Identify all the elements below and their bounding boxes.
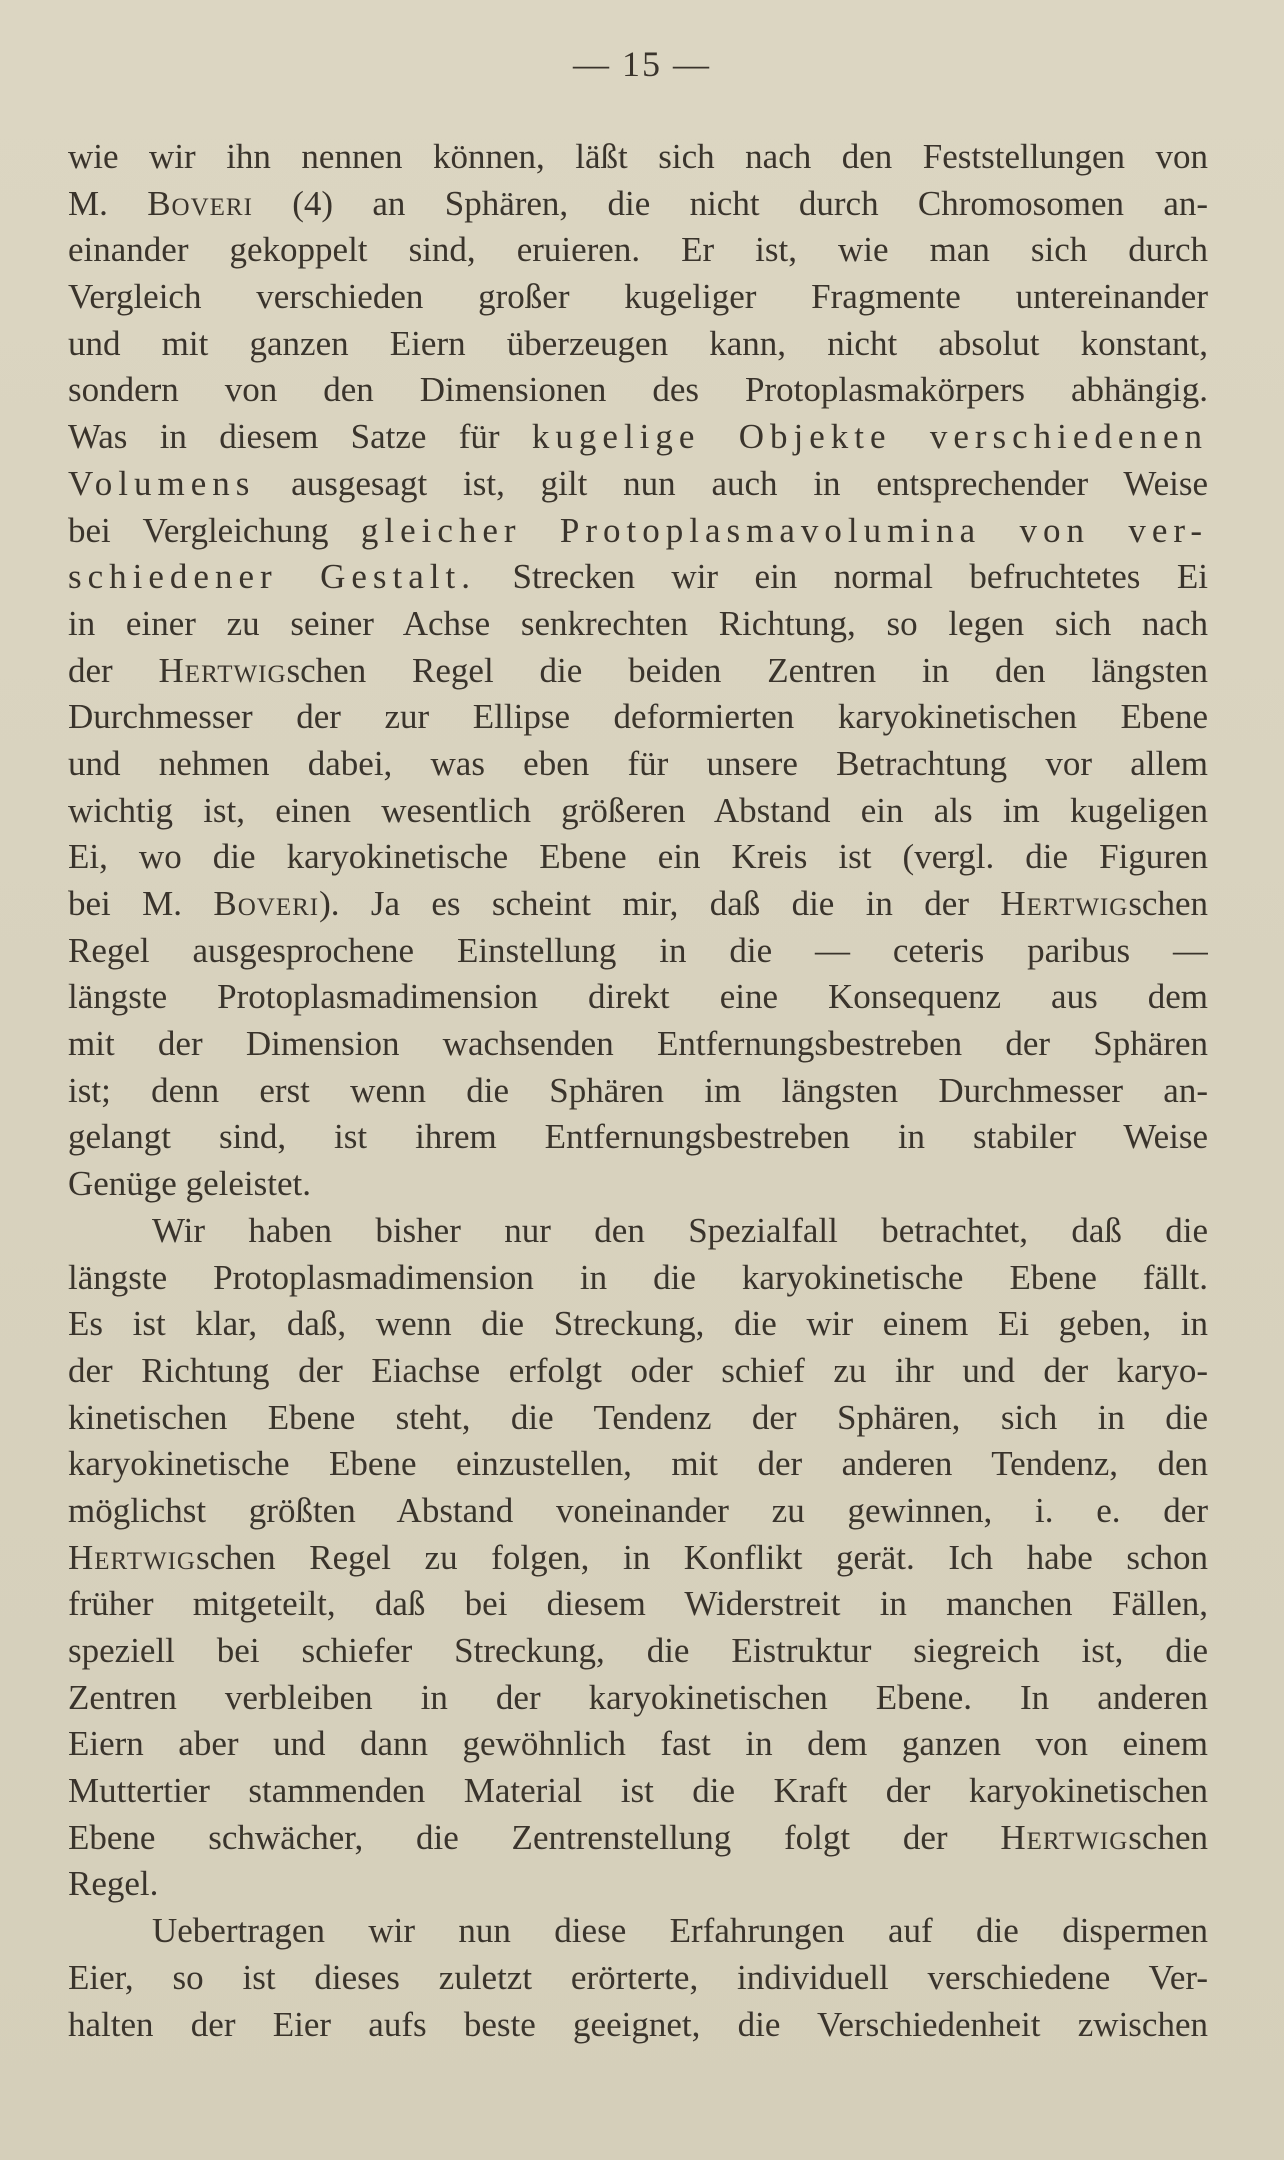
text-line	[68, 134, 1208, 181]
text-segment: in einer zu seiner Achse senkrechten Richtung, so legen sich nach	[68, 603, 1208, 643]
text-segment: ist; denn erst wenn die Sphären im längsten Durchmesser an-	[68, 1070, 1208, 1110]
text-line	[68, 1535, 1208, 1582]
text-line	[68, 974, 1208, 1021]
text-line	[68, 694, 1208, 741]
text-segment: möglichst größten Abstand voneinander zu gewinnen, i. e. der	[68, 1490, 1208, 1530]
spaced-emphasis: kugelige Objekte verschiedenen	[531, 417, 1208, 457]
text-line	[68, 367, 1208, 414]
small-caps-name: Hertwig	[158, 650, 287, 690]
text-line	[68, 1021, 1208, 1068]
text-segment: Eiern aber und dann gewöhnlich fast in dem ganzen von einem	[68, 1724, 1208, 1764]
text-segment: der	[68, 650, 159, 690]
text-segment: Eier, so ist dieses zuletzt erörterte, individuell verschiedene Ver-	[68, 1957, 1208, 1997]
spaced-emphasis: Volumens	[68, 463, 256, 503]
text-line	[68, 274, 1208, 321]
text-line	[68, 1908, 1208, 1955]
text-line	[68, 1581, 1208, 1628]
text-line	[68, 1721, 1208, 1768]
text-line	[68, 1255, 1208, 1302]
text-segment: Wir haben bisher nur den Spezialfall betrachtet, daß die	[152, 1210, 1208, 1250]
text-segment: Durchmesser der zur Ellipse deformierten karyokinetischen Ebene	[68, 697, 1208, 737]
text-segment: einander gekoppelt sind, eruieren. Er ist, wie man sich durch	[68, 230, 1208, 270]
small-caps-name: Hertwig	[68, 1537, 196, 1577]
text-line	[68, 1301, 1208, 1348]
text-segment: ). Ja es scheint mir, daß die in der	[319, 884, 1001, 923]
text-line	[68, 1861, 1208, 1908]
text-line	[68, 1395, 1208, 1442]
text-line	[68, 1628, 1208, 1675]
text-segment: (4) an Sphären, die nicht durch Chromosomen an-	[252, 183, 1208, 223]
text-line	[68, 1441, 1208, 1488]
body-text	[68, 134, 1208, 2048]
text-line	[68, 1955, 1208, 2002]
text-segment: früher mitgeteilt, daß bei diesem Widerstreit in manchen Fällen,	[68, 1584, 1208, 1624]
text-line	[68, 1675, 1208, 1722]
text-line	[68, 788, 1208, 835]
text-segment: Ebene schwächer, die Zentrenstellung folgt der	[68, 1817, 1001, 1857]
text-segment: gelangt sind, ist ihrem Entfernungsbestreben in stabiler Weise	[68, 1117, 1208, 1157]
text-segment: schen Regel die beiden Zentren in den längsten	[286, 650, 1208, 690]
text-line	[68, 648, 1208, 695]
text-line	[68, 1815, 1208, 1862]
text-segment: bei Vergleichung	[68, 510, 361, 550]
text-segment: schen	[1128, 884, 1208, 923]
text-line	[68, 1161, 1208, 1208]
text-line	[68, 461, 1208, 508]
text-line	[68, 834, 1208, 881]
text-segment: Uebertragen wir nun diese Erfahrungen auf die dispermen	[152, 1911, 1208, 1951]
text-segment: halten der Eier aufs beste geeignet, die Verschiedenheit zwischen	[68, 2004, 1208, 2044]
text-line	[68, 227, 1208, 274]
text-line	[68, 321, 1208, 368]
text-segment: längste Protoplasmadimension in die karyokinetische Ebene fällt.	[68, 1257, 1208, 1297]
text-segment: Es ist klar, daß, wenn die Streckung, die wir einem Ei geben, in	[68, 1304, 1208, 1344]
text-segment: schen Regel zu folgen, in Konflikt gerät. Ich habe schon	[195, 1537, 1208, 1577]
text-line	[68, 181, 1208, 228]
text-segment: und mit ganzen Eiern überzeugen kann, nicht absolut konstant,	[68, 323, 1208, 363]
text-segment: mit der Dimension wachsenden Entfernungsbestreben der Sphären	[68, 1024, 1208, 1064]
text-segment: der Richtung der Eiachse erfolgt oder schief zu ihr und der karyo-	[68, 1350, 1208, 1390]
text-segment: bei M.	[68, 884, 214, 923]
text-segment: kinetischen Ebene steht, die Tendenz der Sphären, sich in die	[68, 1397, 1208, 1437]
text-segment: M.	[68, 183, 148, 223]
text-segment: sondern von den Dimensionen des Protoplasmakörpers abhängig.	[68, 370, 1208, 410]
text-line	[68, 2002, 1208, 2049]
small-caps-name: Boveri	[213, 884, 320, 923]
text-segment: längste Protoplasmadimension direkt eine Konsequenz aus dem	[68, 977, 1208, 1017]
text-line	[68, 1068, 1208, 1115]
text-segment: Ei, wo die karyokinetische Ebene ein Kreis ist (vergl. die Figuren	[68, 837, 1208, 877]
text-line	[68, 928, 1208, 975]
text-segment: und nehmen dabei, was eben für unsere Betrachtung vor allem	[68, 743, 1208, 783]
text-line	[68, 554, 1208, 601]
text-line	[68, 1208, 1208, 1255]
text-segment: karyokinetische Ebene einzustellen, mit der anderen Tendenz, den	[68, 1444, 1208, 1484]
text-line	[68, 1348, 1208, 1395]
small-caps-name: Hertwig	[1000, 884, 1129, 923]
text-segment: ausgesagt ist, gilt nun auch in entsprechender Weise	[255, 463, 1208, 503]
text-line	[68, 414, 1208, 461]
small-caps-name: Hertwig	[1000, 1817, 1129, 1857]
text-line	[68, 881, 1208, 928]
text-segment: Regel ausgesprochene Einstellung in die — ceteris paribus —	[68, 930, 1208, 970]
spaced-emphasis: schiedener Gestalt.	[68, 557, 477, 597]
text-line	[68, 1114, 1208, 1161]
text-line	[68, 1488, 1208, 1535]
text-segment: speziell bei schiefer Streckung, die Eistruktur siegreich ist, die	[68, 1631, 1208, 1670]
text-segment: Muttertier stammenden Material ist die Kraft der karyokinetischen	[68, 1771, 1208, 1811]
text-line	[68, 508, 1208, 555]
text-segment: Was in diesem Satze für	[68, 417, 532, 457]
text-segment: Vergleich verschieden großer kugeliger Fragmente untereinander	[68, 277, 1208, 317]
small-caps-name: Boveri	[147, 183, 253, 223]
text-segment: schen	[1128, 1817, 1208, 1857]
page-number: — 15 —	[573, 44, 711, 84]
text-segment: wichtig ist, einen wesentlich größeren Abstand ein als im kugeligen	[68, 790, 1208, 830]
text-segment: Zentren verbleiben in der karyokinetischen Ebene. In anderen	[68, 1677, 1208, 1717]
text-line	[68, 1768, 1208, 1815]
text-line	[68, 601, 1208, 648]
text-segment: Genüge geleistet.	[68, 1164, 311, 1204]
text-segment: Strecken wir ein normal befruchtetes Ei	[476, 557, 1208, 597]
text-line	[68, 741, 1208, 788]
text-segment: Regel.	[68, 1864, 159, 1904]
text-segment: wie wir ihn nennen können, läßt sich nach den Feststellungen von	[68, 137, 1208, 176]
spaced-emphasis: gleicher Protoplasmavolumina von ver-	[360, 510, 1208, 550]
